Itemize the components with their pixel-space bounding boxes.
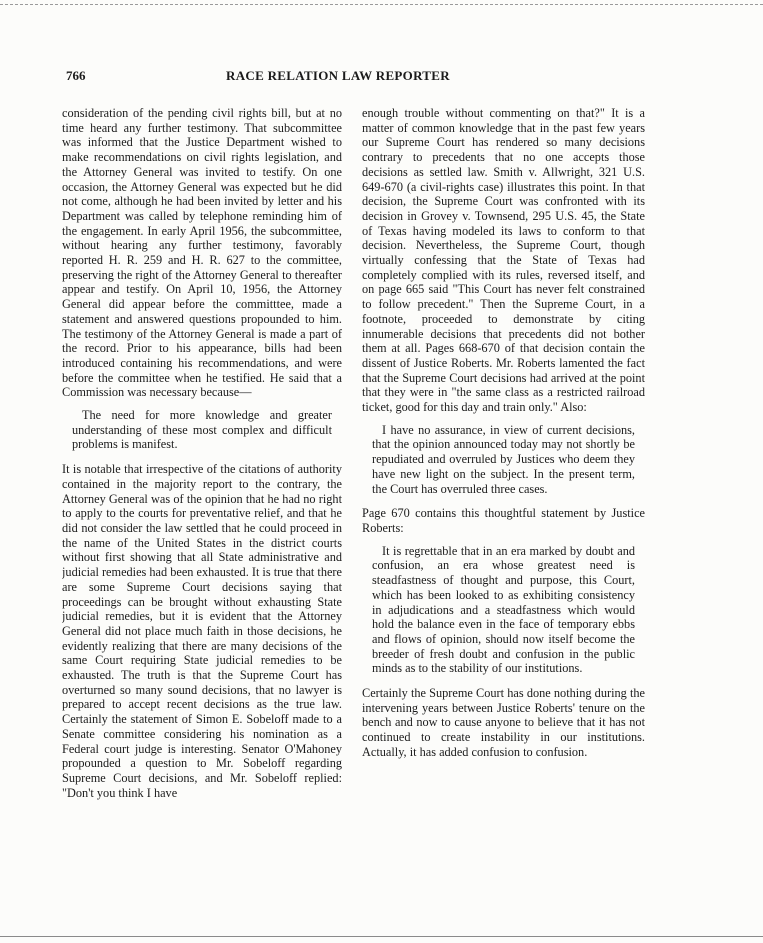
paragraph: Certainly the Supreme Court has done nothing during the intervening years between Justice Roberts' tenure on the bench and now to cause anyone to believe that it has not continued to create instability in our institutions. Actually, it has added confusion to confusion. — [362, 686, 645, 759]
paragraph: Page 670 contains this thoughtful statement by Justice Roberts: — [362, 506, 645, 535]
page-number: 766 — [66, 68, 86, 83]
bottom-scan-edge — [0, 936, 763, 937]
paragraph: consideration of the pending civil rights bill, but at no time heard any further testimony. That subcommittee was informed that the Justice Department wished to make recommendations on civil rights legislation, and the Attorney General was invited to testify. On one occasion, the Attorney General was expected but he did not come, although he had been invited by letter and his Department was called by telephone reminding him of the engagement. In early April 1956, the subcommittee, without hearing any further testimony, favorably reported H. R. 259 and H. R. 627 to the committee, preserving the right of the Attorney General to thereafter appear and testify. On April 10, 1956, the Attorney General did appear before the committtee, made a statement and answered questions propounded to him. The testimony of the Attorney General is made a part of the record. Prior to his appearance, bills had been introduced containing his recommendations, and were before the committee when he testified. He said that a Commission was necessary because— — [62, 106, 342, 400]
left-column — [62, 106, 342, 926]
page-header — [66, 68, 706, 86]
paragraph: enough trouble without commenting on that?" It is a matter of common knowledge that in the past few years our Supreme Court has rendered so many decisions contrary to precedents that no one accepts those decisions as settled law. Smith v. Allwright, 321 U.S. 649-670 (a civil-rights case) illustrates this point. In that decision, the Supreme Court was confronted with its decision in Grovey v. Townsend, 295 U.S. 45, the State of Texas having modeled its laws to conform to that decision. Nevertheless, the Supreme Court, though virtually confessing that the State of Texas had completely complied with its rules, reversed itself, and on page 665 said "This Court has never felt constrained to follow precedent." Then the Supreme Court, in a footnote, proceeded to demonstrate by citing innumerable decisions that precedents did not bother them at all. Pages 668-670 of that decision contain the dissent of Justice Roberts. Mr. Roberts lamented the fact that the Supreme Court decisions had arrived at the point that they were in "the same class as a restricted railroad ticket, good for this day and train only." Also: — [362, 106, 645, 415]
running-title: RACE RELATION LAW REPORTER — [226, 68, 450, 83]
right-column — [362, 106, 645, 926]
block-quote: I have no assurance, in view of current decisions, that the opinion announced today may not shortly be repudiated and overruled by Justices who deem they have new light on the subject. In the present term, the Court has overruled three cases. — [372, 422, 635, 496]
block-quote: The need for more knowledge and greater understanding of these most complex and difficult problems is manifest. — [72, 408, 332, 452]
paragraph: It is notable that irrespective of the citations of authority contained in the majority report to the contrary, the Attorney General was of the opinion that he had no right to apply to the courts for preventative relief, and that he did not consider the law settled that he could proceed in the name of the United States in the district courts without first showing that all State administrative and judicial remedies had been exhausted. It is true that there are some Supreme Court decisions saying that proceedings can be brought without exhausting State judicial remedies, but it is evident that the Attorney General did not place much faith in those decisions, he evidently realizing that there are many decisions of the same Court requiring State judicial remedies to be exhausted. The truth is that the Supreme Court has overturned so many sound decisions, that no lawyer is prepared to accept recent decisions as the true law. Certainly the statement of Simon E. Sobeloff made to a Senate committee considering his nomination as a Federal court judge is interesting. Senator O'Mahoney propounded a question to Mr. Sobeloff regarding Supreme Court decisions, and Mr. Sobeloff replied: "Don't you think I have — [62, 462, 342, 800]
top-scan-edge — [0, 4, 763, 5]
block-quote: It is regrettable that in an era marked by doubt and confusion, an era whose greatest need is steadfastness of thought and purpose, this Court, which has been looked to as exhibiting consistency in adjudications and a steadfastness which would hold the balance even in the face of temporary ebbs and flows of opinion, should now itself become the breeder of fresh doubt and confusion in the public minds as to the stability of our institutions. — [372, 543, 635, 676]
